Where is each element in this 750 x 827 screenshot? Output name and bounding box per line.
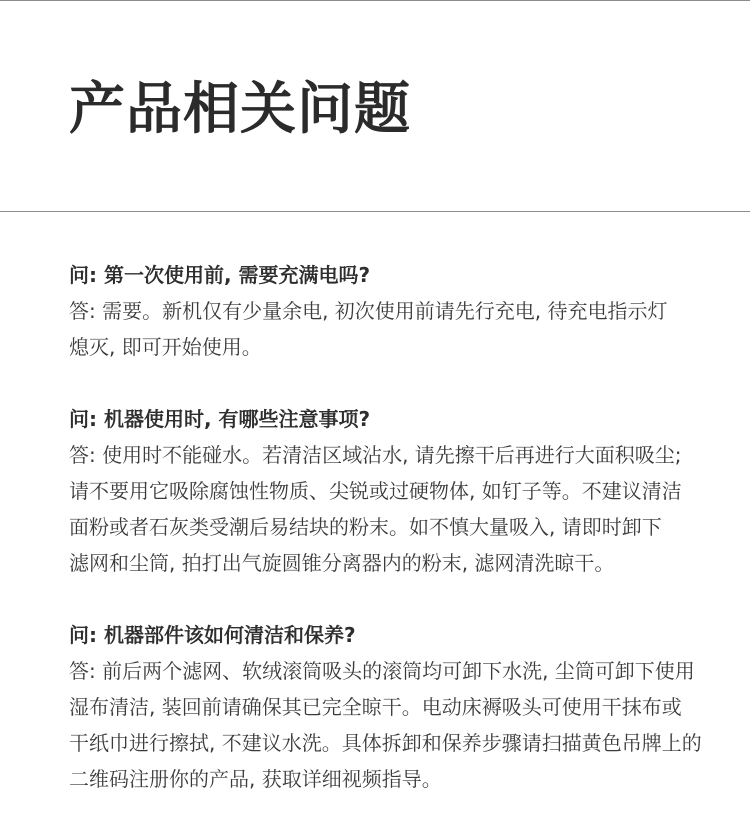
faq-answer-line: 请不要用它吸除腐蚀性物质、尖锐或过硬物体, 如钉子等。不建议清洁 [69, 479, 682, 503]
faq-question: 问: 机器部件该如何清洁和保养? [69, 623, 356, 647]
faq-answer-line: 面粉或者石灰类受潮后易结块的粉末。如不慎大量吸入, 请即时卸下 [69, 515, 662, 539]
faq-answer-line: 湿布清洁, 装回前请确保其已完全晾干。电动床褥吸头可使用干抹布或 [69, 695, 682, 719]
faq-answer-line: 答: 使用时不能碰水。若清洁区域沾水, 请先擦干后再进行大面积吸尘; [69, 443, 682, 467]
faq-question: 问: 机器使用时, 有哪些注意事项? [69, 407, 371, 431]
faq-answer-line: 滤网和尘筒, 拍打出气旋圆锥分离器内的粉末, 滤网清洗晾干。 [69, 551, 615, 575]
faq-item-1 [69, 257, 719, 365]
page-title: 产品相关问题 [69, 77, 411, 142]
section-divider [0, 211, 750, 212]
faq-question: 问: 第一次使用前, 需要充满电吗? [69, 263, 371, 287]
faq-item-2 [69, 401, 719, 581]
faq-answer-line: 干纸巾进行擦拭, 不建议水洗。具体拆卸和保养步骤请扫描黄色吊牌上的 [69, 731, 702, 755]
faq-answer-line: 熄灭, 即可开始使用。 [69, 335, 262, 359]
faq-answer-line: 答: 需要。新机仅有少量余电, 初次使用前请先行充电, 待充电指示灯 [69, 299, 668, 323]
top-divider [0, 0, 750, 1]
faq-answer-line: 二维码注册你的产品, 获取详细视频指导。 [69, 767, 442, 791]
faq-answer-line: 答: 前后两个滤网、软绒滚筒吸头的滚筒均可卸下水洗, 尘筒可卸下使用 [69, 659, 695, 683]
faq-item-3 [69, 617, 719, 797]
